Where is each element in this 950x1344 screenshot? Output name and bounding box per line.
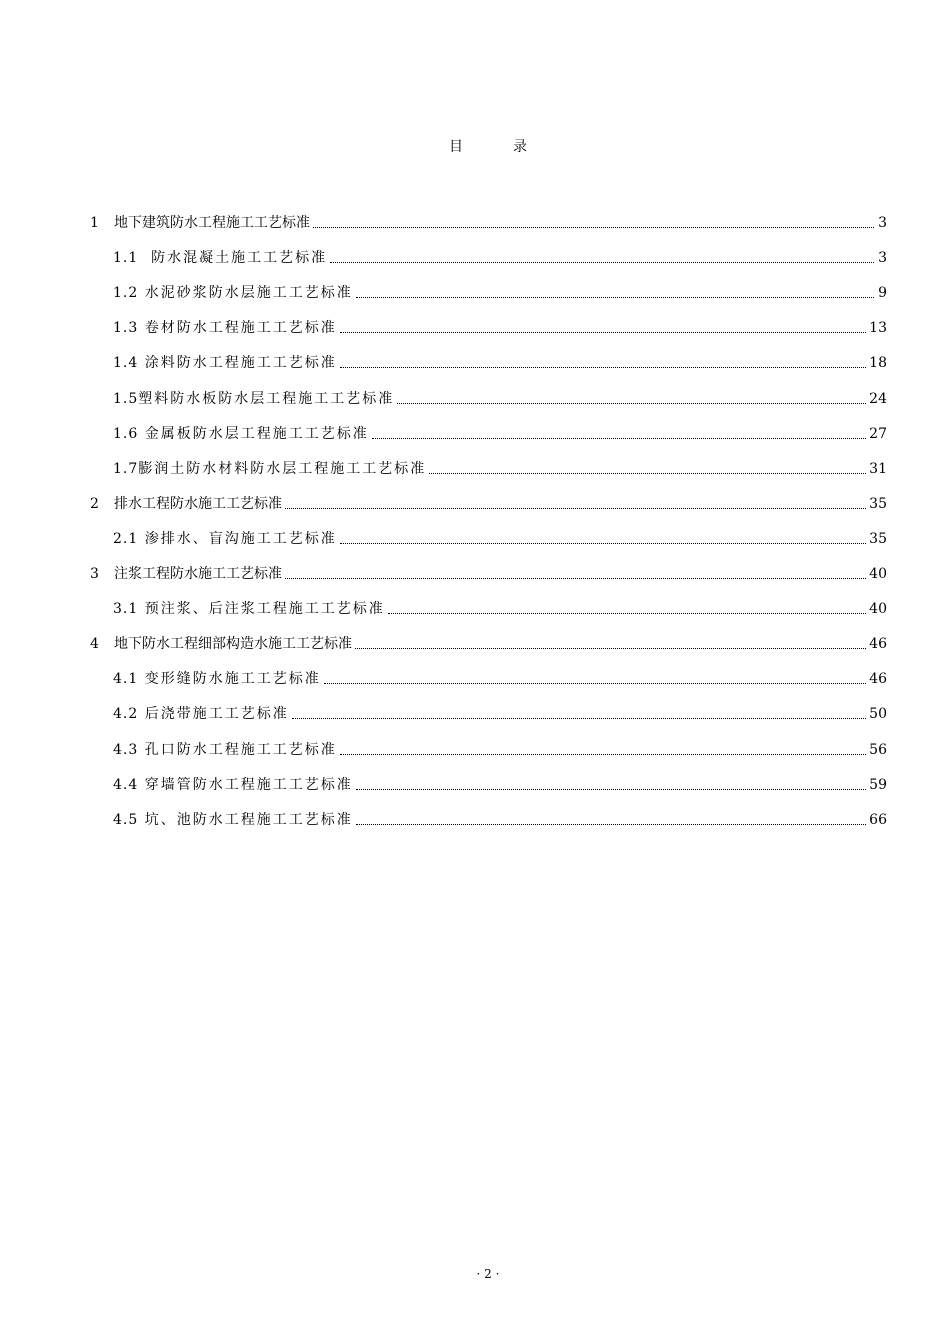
toc-leader-dots [340,332,866,333]
toc-leader-dots [340,754,866,755]
toc-entry-number: 4.5 [113,811,139,828]
toc-entry-page: 66 [869,811,887,828]
toc-leader-dots [397,403,866,404]
toc-title-left: 目 [449,139,463,155]
toc-entry[interactable] [113,350,887,372]
toc-entry[interactable] [113,526,887,548]
toc-entry-number: 4.3 [113,741,139,758]
toc-entry[interactable] [90,491,887,513]
toc-entry-page: 50 [869,706,887,723]
toc-entry[interactable] [113,807,887,829]
toc-entry[interactable] [113,421,887,443]
toc-entry-page: 3 [878,250,887,267]
page-number: · 2 · [476,1267,500,1281]
toc-entry-page: 46 [869,636,887,653]
toc-entry[interactable] [113,386,887,408]
toc-entry[interactable] [113,456,887,478]
toc-entry-label: 水泥砂浆防水层施工工艺标准 [138,285,353,302]
toc-entry-page: 56 [869,741,887,758]
toc-entry[interactable] [113,737,887,759]
toc-entry-page: 24 [869,390,887,407]
toc-leader-dots [340,543,866,544]
toc-entry-label: 地下防水工程细部构造水施工工艺标准 [114,636,352,653]
toc-entry-number: 1.1 [113,250,139,267]
toc-entry-number: 4.4 [113,776,139,793]
toc-entry-label: 涂料防水工程施工工艺标准 [138,355,337,372]
toc-entry-number: 3 [90,566,99,582]
toc-entry-page: 46 [869,671,887,688]
toc-entry[interactable] [90,561,887,583]
toc-entry-page: 40 [869,566,887,582]
toc-entry-label: 坑、池防水工程施工工艺标准 [138,811,353,828]
toc-entry[interactable] [113,772,887,794]
toc-leader-dots [330,262,874,263]
toc-entry-label: 金属板防水层工程施工工艺标准 [138,425,369,442]
toc-title-right: 录 [513,139,527,155]
toc-entry-label: 地下建筑防水工程施工工艺标准 [114,215,310,231]
toc-entry-label: 后浇带施工工艺标准 [138,706,289,723]
toc-entry-label: 渗排水、盲沟施工工艺标准 [138,530,337,547]
toc-leader-dots [324,683,866,684]
toc-entry[interactable] [113,701,887,723]
toc-entry[interactable] [113,280,887,302]
toc-leader-dots [285,578,866,579]
toc-leader-dots [356,789,866,790]
toc-entry-number: 2.1 [113,530,139,547]
toc-entry-number: 1.3 [113,320,139,337]
toc-leader-dots [285,508,866,509]
toc-leader-dots [429,473,866,474]
toc-entry-label: 塑料防水板防水层工程施工工艺标准 [138,390,395,407]
toc-entry-number: 1.7 [113,460,139,477]
toc-entry[interactable] [113,596,887,618]
toc-entry-page: 13 [869,320,887,337]
toc-leader-dots [356,824,866,825]
toc-entry-number: 4.1 [113,671,139,688]
toc-entry-number: 1 [90,215,99,231]
toc-entry[interactable] [113,315,887,337]
toc-entry-number: 1.2 [113,285,139,302]
toc-entry-page: 9 [878,285,887,302]
toc-leader-dots [356,297,874,298]
toc-leader-dots [388,613,866,614]
toc-leader-dots [372,438,866,439]
toc-entry-label: 穿墙管防水工程施工工艺标准 [138,776,353,793]
toc-entry-page: 31 [869,460,887,477]
toc-entry-label: 排水工程防水施工工艺标准 [114,495,282,512]
toc-entry-number: 4 [90,636,99,653]
toc-entry-label: 膨润土防水材料防水层工程施工工艺标准 [138,460,427,477]
toc-entry-page: 35 [869,530,887,547]
toc-entry-label: 变形缝防水施工工艺标准 [138,671,321,688]
toc-entry[interactable] [90,631,887,653]
toc-leader-dots [340,367,866,368]
toc-entry-label: 卷材防水工程施工工艺标准 [138,320,337,337]
toc-entry-page: 35 [869,495,887,512]
toc-leader-dots [313,227,874,228]
toc-entry-page: 40 [869,601,887,618]
toc-entry-number: 1.4 [113,355,139,372]
toc-entry-number: 1.5 [113,390,139,407]
toc-entry[interactable] [90,210,887,232]
toc-entry-label: 防水混凝土施工工艺标准 [138,250,328,267]
toc-entry-number: 4.2 [113,706,139,723]
toc-entry-page: 18 [869,355,887,372]
toc-entry-number: 2 [90,495,99,512]
toc-entry-label: 注浆工程防水施工工艺标准 [114,566,282,582]
toc-leader-dots [292,718,866,719]
toc-entry[interactable] [113,245,887,267]
toc-entry-label: 孔口防水工程施工工艺标准 [138,741,337,758]
toc-entry[interactable] [113,666,887,688]
toc-leader-dots [355,648,866,649]
toc-entry-page: 3 [878,215,887,231]
toc-entry-number: 3.1 [113,601,139,618]
page-footer [0,1267,950,1281]
toc-entry-page: 59 [869,776,887,793]
toc-entry-page: 27 [869,425,887,442]
toc-entry-label: 预注浆、后注浆工程施工工艺标准 [138,601,385,618]
toc-entry-number: 1.6 [113,425,139,442]
